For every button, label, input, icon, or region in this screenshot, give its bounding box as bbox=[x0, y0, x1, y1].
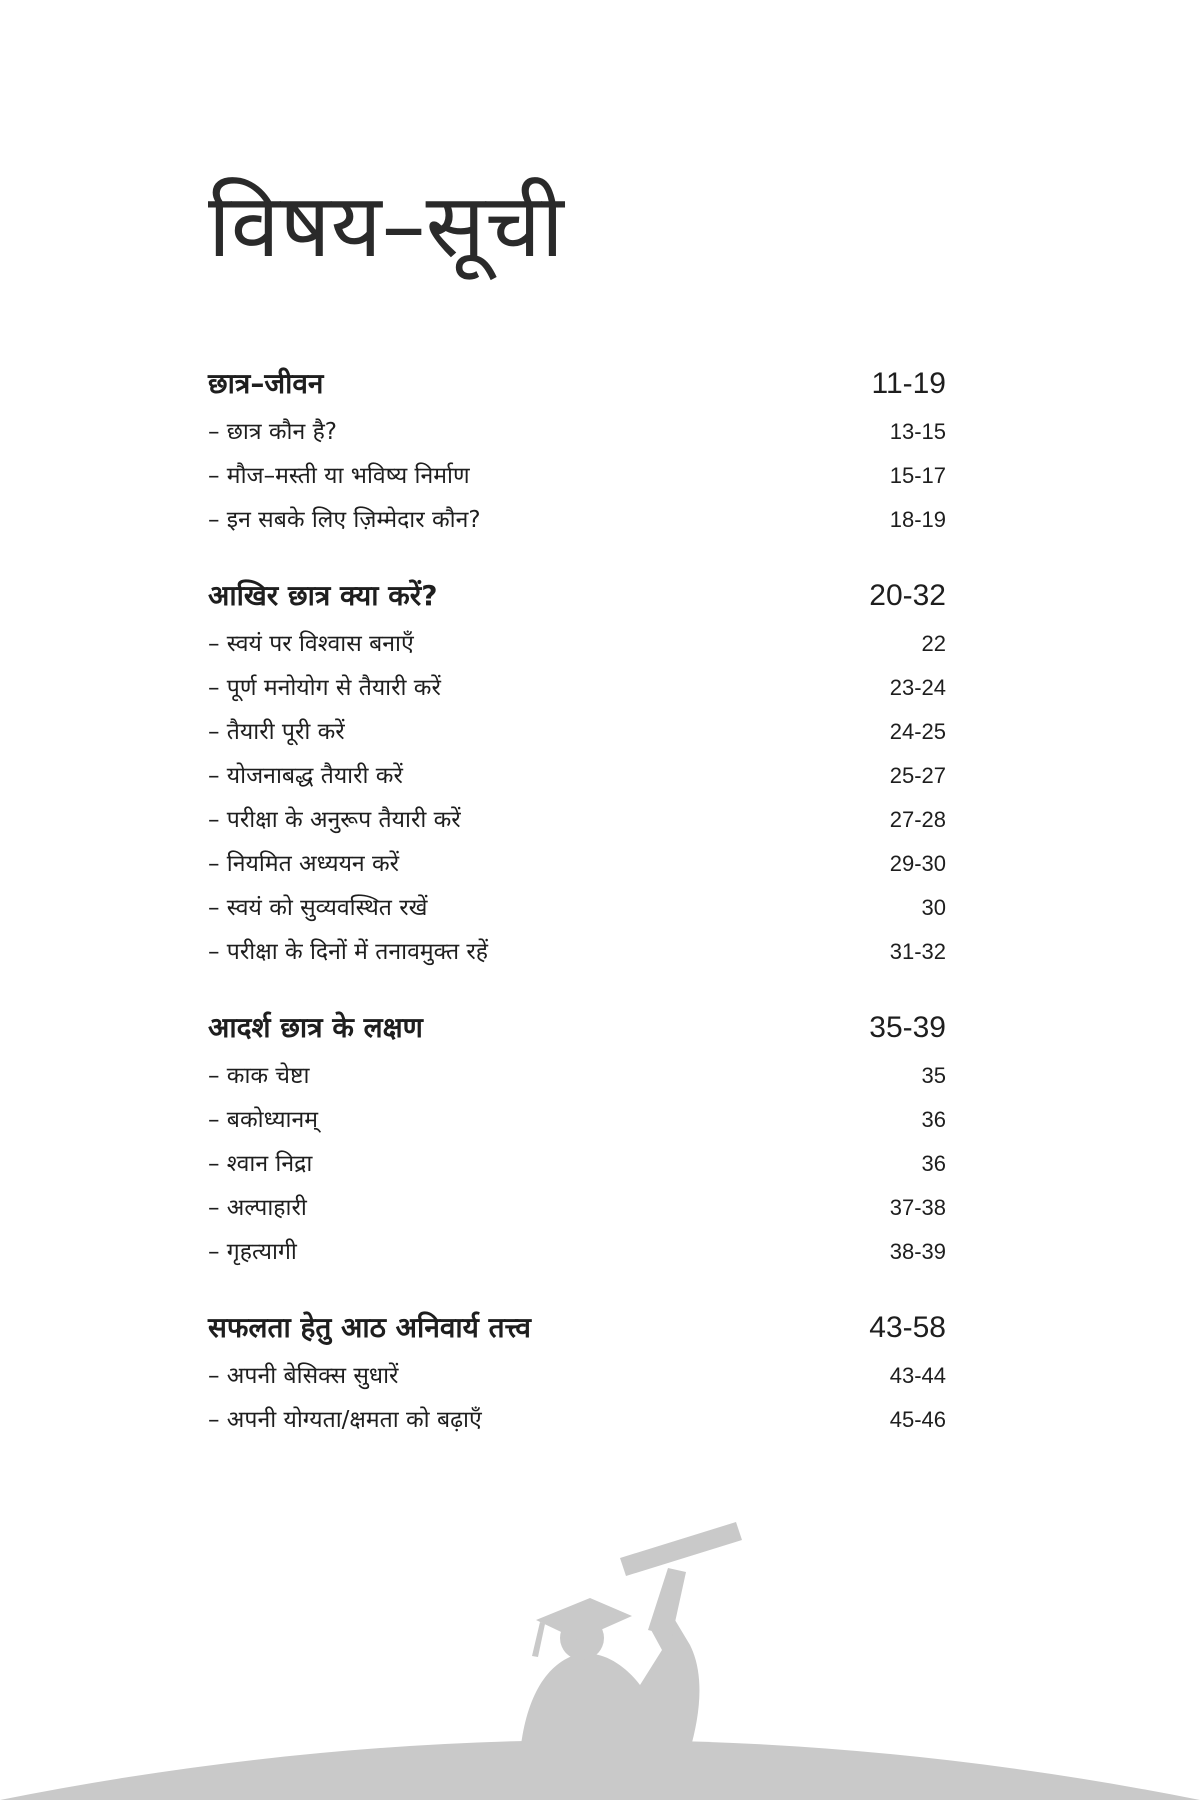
toc-entry bbox=[208, 798, 946, 842]
entry-label: – अल्पाहारी bbox=[208, 1195, 307, 1221]
toc-entry bbox=[208, 1354, 946, 1398]
entry-page-range: 29-30 bbox=[889, 851, 946, 876]
toc-entry bbox=[208, 498, 946, 542]
table-of-contents bbox=[208, 358, 946, 1470]
entry-label: – इन सबके लिए ज़िम्मेदार कौन? bbox=[208, 507, 481, 533]
entry-label: – गृहत्यागी bbox=[208, 1239, 297, 1265]
entry-label: – नियमित अध्ययन करें bbox=[208, 851, 400, 877]
section-title: आखिर छात्र क्या करें? bbox=[208, 579, 438, 612]
entry-label: – अपनी योग्यता/क्षमता को बढ़ाएँ bbox=[208, 1407, 482, 1433]
toc-section bbox=[208, 1302, 946, 1442]
toc-entry bbox=[208, 930, 946, 974]
entry-page-range: 35 bbox=[921, 1063, 946, 1088]
section-page-range: 11-19 bbox=[871, 367, 946, 400]
entry-label: – स्वयं को सुव्यवस्थित रखें bbox=[208, 895, 428, 921]
entry-label: – परीक्षा के अनुरूप तैयारी करें bbox=[208, 807, 461, 833]
entry-label: – योजनाबद्ध तैयारी करें bbox=[208, 763, 403, 789]
toc-section bbox=[208, 358, 946, 542]
toc-entry bbox=[208, 666, 946, 710]
entry-page-range: 25-27 bbox=[889, 763, 946, 788]
toc-entry bbox=[208, 1054, 946, 1098]
graduate-silhouette-icon bbox=[0, 1460, 1200, 1800]
entry-label: – पूर्ण मनोयोग से तैयारी करें bbox=[208, 675, 441, 701]
entry-label: – श्वान निद्रा bbox=[208, 1151, 313, 1177]
section-heading bbox=[208, 358, 946, 410]
toc-entry bbox=[208, 1142, 946, 1186]
toc-entry bbox=[208, 710, 946, 754]
entry-page-range: 36 bbox=[921, 1107, 946, 1132]
entry-page-range: 36 bbox=[921, 1151, 946, 1176]
section-heading bbox=[208, 570, 946, 622]
section-title: सफलता हेतु आठ अनिवार्य तत्त्व bbox=[208, 1311, 531, 1344]
section-page-range: 35-39 bbox=[869, 1011, 946, 1044]
entry-page-range: 37-38 bbox=[889, 1195, 946, 1220]
entry-page-range: 22 bbox=[921, 631, 946, 656]
toc-section bbox=[208, 570, 946, 974]
entry-page-range: 23-24 bbox=[889, 675, 946, 700]
toc-entry bbox=[208, 1098, 946, 1142]
toc-entry bbox=[208, 1230, 946, 1274]
entry-page-range: 18-19 bbox=[889, 507, 946, 532]
entry-label: – बकोध्यानम् bbox=[208, 1107, 319, 1133]
toc-entry bbox=[208, 1398, 946, 1442]
toc-entry bbox=[208, 754, 946, 798]
entry-page-range: 15-17 bbox=[889, 463, 946, 488]
section-title: आदर्श छात्र के लक्षण bbox=[208, 1011, 423, 1044]
entry-page-range: 45-46 bbox=[889, 1407, 946, 1432]
entry-page-range: 43-44 bbox=[889, 1363, 946, 1388]
page-title: विषय–सूची bbox=[208, 174, 564, 277]
entry-label: – परीक्षा के दिनों में तनावमुक्त रहें bbox=[208, 939, 488, 965]
entry-page-range: 30 bbox=[921, 895, 946, 920]
section-page-range: 20-32 bbox=[869, 579, 946, 612]
entry-page-range: 31-32 bbox=[889, 939, 946, 964]
entry-page-range: 38-39 bbox=[889, 1239, 946, 1264]
entry-label: – छात्र कौन है? bbox=[208, 419, 338, 445]
toc-entry bbox=[208, 622, 946, 666]
entry-label: – मौज–मस्ती या भविष्य निर्माण bbox=[208, 463, 470, 489]
section-page-range: 43-58 bbox=[869, 1311, 946, 1344]
entry-page-range: 27-28 bbox=[889, 807, 946, 832]
toc-section bbox=[208, 1002, 946, 1274]
entry-label: – काक चेष्टा bbox=[208, 1063, 310, 1089]
section-heading bbox=[208, 1002, 946, 1054]
entry-label: – स्वयं पर विश्वास बनाएँ bbox=[208, 631, 414, 657]
toc-entry bbox=[208, 886, 946, 930]
toc-entry bbox=[208, 1186, 946, 1230]
entry-label: – तैयारी पूरी करें bbox=[208, 719, 345, 745]
entry-page-range: 13-15 bbox=[889, 419, 946, 444]
toc-entry bbox=[208, 842, 946, 886]
section-title: छात्र–जीवन bbox=[208, 367, 324, 400]
toc-entry bbox=[208, 410, 946, 454]
entry-page-range: 24-25 bbox=[889, 719, 946, 744]
entry-label: – अपनी बेसिक्स सुधारें bbox=[208, 1363, 399, 1389]
toc-entry bbox=[208, 454, 946, 498]
section-heading bbox=[208, 1302, 946, 1354]
